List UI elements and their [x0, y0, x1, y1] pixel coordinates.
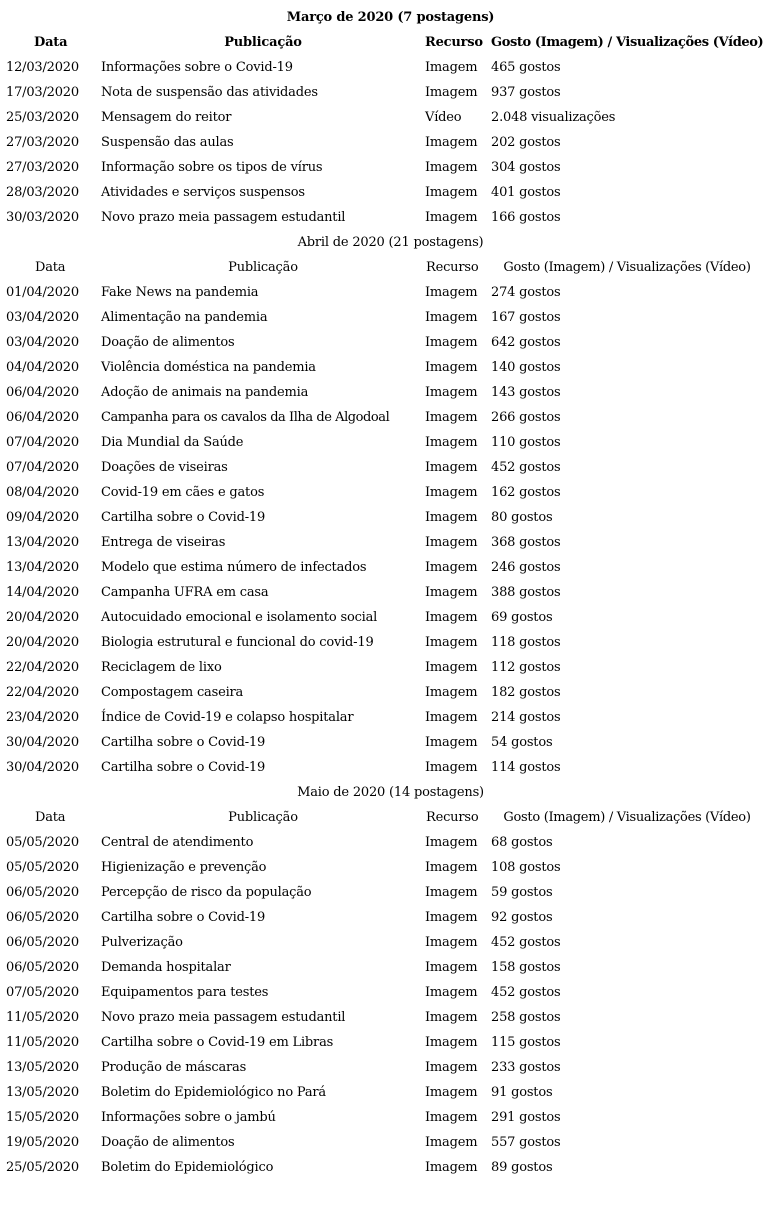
row-resource: Imagem — [425, 835, 478, 850]
row-metric: 68 gostos — [491, 835, 553, 850]
row-publication: Nota de suspensão das atividades — [101, 85, 318, 100]
row-date: 23/04/2020 — [6, 710, 79, 725]
row-resource: Imagem — [425, 560, 478, 575]
row-date: 07/04/2020 — [6, 435, 79, 450]
row-resource: Imagem — [425, 285, 478, 300]
row-publication: Compostagem caseira — [101, 685, 244, 700]
row-publication: Cartilha sobre o Covid-19 — [101, 735, 266, 750]
row-publication: Demanda hospitalar — [101, 960, 231, 975]
row-date: 06/05/2020 — [6, 935, 79, 950]
row-metric: 80 gostos — [491, 510, 553, 525]
row-metric: 304 gostos — [491, 160, 561, 175]
table-row — [0, 205, 781, 230]
row-resource: Imagem — [425, 360, 478, 375]
row-resource: Imagem — [425, 135, 478, 150]
row-resource: Imagem — [425, 1085, 478, 1100]
row-date: 01/04/2020 — [6, 285, 79, 300]
row-date: 03/04/2020 — [6, 335, 79, 350]
row-date: 22/04/2020 — [6, 685, 79, 700]
row-date: 13/04/2020 — [6, 560, 79, 575]
row-date: 07/05/2020 — [6, 985, 79, 1000]
table-row — [0, 905, 781, 930]
header-metric: Gosto (Imagem) / Visualizações (Vídeo) — [503, 810, 751, 825]
row-metric: 368 gostos — [491, 535, 561, 550]
row-resource: Imagem — [425, 910, 478, 925]
row-publication: Cartilha sobre o Covid-19 — [101, 760, 266, 775]
row-resource: Imagem — [425, 610, 478, 625]
row-publication: Doação de alimentos — [101, 335, 235, 350]
row-publication: Informações sobre o Covid-19 — [101, 60, 293, 75]
table-row — [0, 680, 781, 705]
header-row — [0, 255, 781, 280]
table-row — [0, 830, 781, 855]
row-publication: Doações de viseiras — [101, 460, 228, 475]
table-row — [0, 855, 781, 880]
row-resource: Imagem — [425, 1060, 478, 1075]
row-date: 06/05/2020 — [6, 910, 79, 925]
row-date: 06/05/2020 — [6, 960, 79, 975]
row-resource: Imagem — [425, 410, 478, 425]
table-row — [0, 730, 781, 755]
row-publication: Boletim do Epidemiológico no Pará — [101, 1085, 326, 1100]
row-date: 11/05/2020 — [6, 1035, 79, 1050]
row-date: 13/04/2020 — [6, 535, 79, 550]
row-date: 13/05/2020 — [6, 1060, 79, 1075]
row-metric: 162 gostos — [491, 485, 561, 500]
header-resource: Recurso — [425, 35, 483, 50]
row-metric: 2.048 visualizações — [491, 110, 616, 125]
row-metric: 112 gostos — [491, 660, 561, 675]
table-row — [0, 1105, 781, 1130]
row-date: 27/03/2020 — [6, 160, 79, 175]
row-publication: Campanha para os cavalos da Ilha de Algodoal — [101, 410, 390, 425]
row-metric: 452 gostos — [491, 935, 561, 950]
row-date: 05/05/2020 — [6, 835, 79, 850]
header-row — [0, 30, 781, 55]
row-publication: Informação sobre os tipos de vírus — [101, 160, 323, 175]
section-title-row — [0, 5, 781, 30]
row-resource: Imagem — [425, 435, 478, 450]
row-date: 08/04/2020 — [6, 485, 79, 500]
row-date: 30/04/2020 — [6, 735, 79, 750]
row-publication: Fake News na pandemia — [101, 285, 259, 300]
table-row — [0, 130, 781, 155]
row-date: 03/04/2020 — [6, 310, 79, 325]
row-metric: 140 gostos — [491, 360, 561, 375]
table-row — [0, 955, 781, 980]
row-metric: 557 gostos — [491, 1135, 561, 1150]
table-row — [0, 480, 781, 505]
table-row — [0, 630, 781, 655]
row-metric: 92 gostos — [491, 910, 553, 925]
row-metric: 452 gostos — [491, 985, 561, 1000]
row-resource: Imagem — [425, 85, 478, 100]
row-resource: Imagem — [425, 310, 478, 325]
row-metric: 108 gostos — [491, 860, 561, 875]
row-publication: Entrega de viseiras — [101, 535, 226, 550]
row-publication: Índice de Covid-19 e colapso hospitalar — [101, 710, 354, 725]
row-resource: Imagem — [425, 210, 478, 225]
row-resource: Imagem — [425, 635, 478, 650]
row-date: 30/03/2020 — [6, 210, 79, 225]
table-row — [0, 530, 781, 555]
header-resource: Recurso — [426, 810, 479, 825]
row-date: 06/05/2020 — [6, 885, 79, 900]
row-resource: Imagem — [425, 160, 478, 175]
row-date: 12/03/2020 — [6, 60, 79, 75]
row-publication: Cartilha sobre o Covid-19 em Libras — [101, 1035, 334, 1050]
row-resource: Imagem — [425, 935, 478, 950]
row-date: 07/04/2020 — [6, 460, 79, 475]
row-date: 05/05/2020 — [6, 860, 79, 875]
row-publication: Dia Mundial da Saúde — [101, 435, 244, 450]
row-date: 22/04/2020 — [6, 660, 79, 675]
row-publication: Equipamentos para testes — [101, 985, 269, 1000]
row-publication: Atividades e serviços suspensos — [101, 185, 305, 200]
table-row — [0, 1005, 781, 1030]
row-metric: 258 gostos — [491, 1010, 561, 1025]
row-date: 14/04/2020 — [6, 585, 79, 600]
row-publication: Pulverização — [101, 935, 183, 950]
row-publication: Suspensão das aulas — [101, 135, 234, 150]
table-row — [0, 280, 781, 305]
row-metric: 291 gostos — [491, 1110, 561, 1125]
row-date: 20/04/2020 — [6, 635, 79, 650]
table-row — [0, 455, 781, 480]
table-row — [0, 605, 781, 630]
row-resource: Imagem — [425, 585, 478, 600]
row-metric: 59 gostos — [491, 885, 553, 900]
row-publication: Cartilha sobre o Covid-19 — [101, 910, 266, 925]
row-metric: 54 gostos — [491, 735, 553, 750]
row-date: 30/04/2020 — [6, 760, 79, 775]
header-date: Data — [35, 260, 66, 275]
row-resource: Imagem — [425, 385, 478, 400]
row-resource: Imagem — [425, 1035, 478, 1050]
row-metric: 642 gostos — [491, 335, 561, 350]
row-resource: Imagem — [425, 960, 478, 975]
row-metric: 115 gostos — [491, 1035, 561, 1050]
row-resource: Imagem — [425, 535, 478, 550]
row-metric: 91 gostos — [491, 1085, 553, 1100]
row-publication: Cartilha sobre o Covid-19 — [101, 510, 266, 525]
table-row — [0, 105, 781, 130]
row-metric: 114 gostos — [491, 760, 561, 775]
row-metric: 266 gostos — [491, 410, 561, 425]
row-resource: Imagem — [425, 1110, 478, 1125]
header-publication: Publicação — [224, 35, 302, 50]
table-row — [0, 930, 781, 955]
row-publication: Higienização e prevenção — [101, 860, 267, 875]
table-row — [0, 1155, 781, 1180]
row-publication: Autocuidado emocional e isolamento social — [101, 610, 378, 625]
row-metric: 233 gostos — [491, 1060, 561, 1075]
row-metric: 465 gostos — [491, 60, 561, 75]
row-resource: Imagem — [425, 335, 478, 350]
table-row — [0, 1055, 781, 1080]
row-metric: 89 gostos — [491, 1160, 553, 1175]
section-title-row — [0, 230, 781, 255]
table-row — [0, 180, 781, 205]
table-row — [0, 505, 781, 530]
header-date: Data — [35, 810, 66, 825]
row-metric: 452 gostos — [491, 460, 561, 475]
row-publication: Boletim do Epidemiológico — [101, 1160, 274, 1175]
row-publication: Campanha UFRA em casa — [101, 585, 269, 600]
row-metric: 401 gostos — [491, 185, 561, 200]
row-date: 13/05/2020 — [6, 1085, 79, 1100]
row-metric: 69 gostos — [491, 610, 553, 625]
row-metric: 143 gostos — [491, 385, 561, 400]
row-date: 09/04/2020 — [6, 510, 79, 525]
row-resource: Imagem — [425, 985, 478, 1000]
row-resource: Imagem — [425, 685, 478, 700]
row-resource: Imagem — [425, 735, 478, 750]
section-title: Maio de 2020 (14 postagens) — [297, 785, 484, 800]
row-metric: 202 gostos — [491, 135, 561, 150]
row-publication: Percepção de risco da população — [101, 885, 312, 900]
header-publication: Publicação — [228, 260, 298, 275]
row-publication: Novo prazo meia passagem estudantil — [101, 1010, 346, 1025]
row-date: 20/04/2020 — [6, 610, 79, 625]
row-metric: 118 gostos — [491, 635, 561, 650]
row-date: 06/04/2020 — [6, 385, 79, 400]
row-publication: Adoção de animais na pandemia — [101, 385, 309, 400]
table-row — [0, 880, 781, 905]
table-row — [0, 55, 781, 80]
header-row — [0, 805, 781, 830]
table-row — [0, 405, 781, 430]
row-metric: 167 gostos — [491, 310, 561, 325]
row-resource: Imagem — [425, 885, 478, 900]
table-row — [0, 355, 781, 380]
table-row — [0, 555, 781, 580]
table-row — [0, 980, 781, 1005]
row-resource: Vídeo — [425, 110, 462, 125]
row-publication: Alimentação na pandemia — [101, 310, 268, 325]
table-row — [0, 155, 781, 180]
section-title: Abril de 2020 (21 postagens) — [297, 235, 484, 250]
header-resource: Recurso — [426, 260, 479, 275]
row-metric: 110 gostos — [491, 435, 561, 450]
table-row — [0, 430, 781, 455]
row-publication: Central de atendimento — [101, 835, 254, 850]
row-publication: Modelo que estima número de infectados — [101, 560, 367, 575]
row-publication: Reciclagem de lixo — [101, 660, 222, 675]
row-metric: 937 gostos — [491, 85, 561, 100]
table-row — [0, 580, 781, 605]
row-date: 06/04/2020 — [6, 410, 79, 425]
row-metric: 182 gostos — [491, 685, 561, 700]
row-date: 25/05/2020 — [6, 1160, 79, 1175]
row-metric: 158 gostos — [491, 960, 561, 975]
section-title: Março de 2020 (7 postagens) — [286, 10, 495, 25]
row-resource: Imagem — [425, 710, 478, 725]
header-date: Data — [34, 35, 68, 50]
posts-table — [0, 5, 781, 1180]
table-row — [0, 305, 781, 330]
row-resource: Imagem — [425, 185, 478, 200]
row-metric: 274 gostos — [491, 285, 561, 300]
row-date: 25/03/2020 — [6, 110, 79, 125]
row-metric: 214 gostos — [491, 710, 561, 725]
table-row — [0, 1030, 781, 1055]
table-row — [0, 1130, 781, 1155]
row-resource: Imagem — [425, 1135, 478, 1150]
row-metric: 246 gostos — [491, 560, 561, 575]
row-publication: Novo prazo meia passagem estudantil — [101, 210, 346, 225]
table-row — [0, 380, 781, 405]
row-publication: Doação de alimentos — [101, 1135, 235, 1150]
row-date: 11/05/2020 — [6, 1010, 79, 1025]
row-publication: Informações sobre o jambú — [101, 1110, 276, 1125]
row-resource: Imagem — [425, 660, 478, 675]
row-resource: Imagem — [425, 460, 478, 475]
table-row — [0, 655, 781, 680]
row-metric: 166 gostos — [491, 210, 561, 225]
row-resource: Imagem — [425, 760, 478, 775]
row-date: 28/03/2020 — [6, 185, 79, 200]
row-resource: Imagem — [425, 60, 478, 75]
row-resource: Imagem — [425, 860, 478, 875]
table-row — [0, 1080, 781, 1105]
row-resource: Imagem — [425, 1160, 478, 1175]
row-publication: Violência doméstica na pandemia — [101, 360, 316, 375]
header-metric: Gosto (Imagem) / Visualizações (Vídeo) — [491, 35, 764, 50]
table-row — [0, 755, 781, 780]
row-resource: Imagem — [425, 510, 478, 525]
row-publication: Covid-19 em cães e gatos — [101, 485, 265, 500]
row-publication: Mensagem do reitor — [101, 110, 232, 125]
header-metric: Gosto (Imagem) / Visualizações (Vídeo) — [503, 260, 751, 275]
row-date: 17/03/2020 — [6, 85, 79, 100]
row-publication: Produção de máscaras — [101, 1060, 247, 1075]
row-metric: 388 gostos — [491, 585, 561, 600]
row-resource: Imagem — [425, 485, 478, 500]
posts-table-body — [0, 5, 781, 1180]
table-row — [0, 80, 781, 105]
row-resource: Imagem — [425, 1010, 478, 1025]
row-date: 27/03/2020 — [6, 135, 79, 150]
row-date: 15/05/2020 — [6, 1110, 79, 1125]
table-row — [0, 705, 781, 730]
row-date: 19/05/2020 — [6, 1135, 79, 1150]
table-row — [0, 330, 781, 355]
row-date: 04/04/2020 — [6, 360, 79, 375]
row-publication: Biologia estrutural e funcional do covid-19 — [101, 635, 374, 650]
header-publication: Publicação — [228, 810, 298, 825]
section-title-row — [0, 780, 781, 805]
